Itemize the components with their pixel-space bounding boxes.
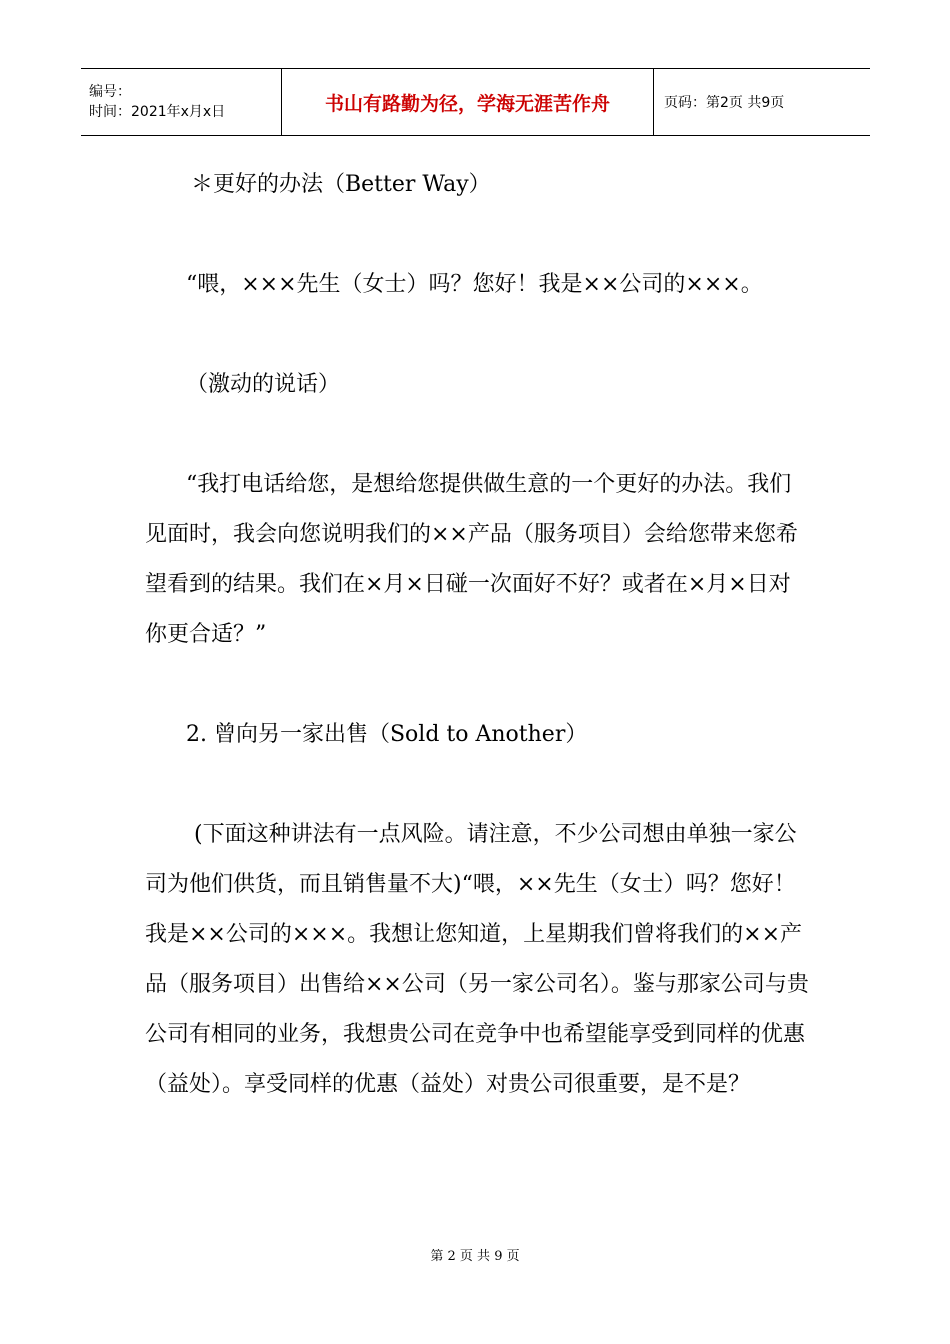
time-label: 时间：2021年x月x日 bbox=[89, 104, 226, 120]
document-body bbox=[145, 160, 810, 1160]
paragraph-sold-to-another-script: (下面这种讲法有一点风险。请注意，不少公司想由单独一家公司为他们供货，而且销售量不大)“喂，××先生（女士）吗？您好！我是××公司的×××。我想让您知道，上星期我们曾将我们的××产品（服务项目）出售给××公司（另一家公司名）。鉴与那家公司与贵公司有相同的业务，我想贵公司在竞争中也希望能享受到同样的优惠（益处）。享受同样的优惠（益处）对贵公司很重要，是不是？ bbox=[145, 822, 809, 1097]
page-info: 页码：第2页 共9页 bbox=[664, 95, 785, 111]
header-motto-cell bbox=[282, 69, 654, 135]
paragraph-stage-direction: （激动的说话） bbox=[186, 372, 341, 397]
section-heading-better-way: ＊更好的办法（Better Way） bbox=[191, 172, 491, 197]
header-page-cell bbox=[654, 69, 870, 135]
motto-text: 书山有路勤为径，学海无涯苦作舟 bbox=[324, 92, 610, 115]
paragraph-greeting: “喂，×××先生（女士）吗？您好！我是××公司的×××。 bbox=[186, 272, 763, 297]
document-header bbox=[81, 68, 870, 136]
header-meta-cell bbox=[81, 69, 282, 135]
section-heading-sold-to-another: 2. 曾向另一家出售（Sold to Another） bbox=[186, 722, 588, 747]
paragraph-better-way-script: “我打电话给您，是想给您提供做生意的一个更好的办法。我们见面时，我会向您说明我们的××产品（服务项目）会给您带来您希望看到的结果。我们在×月×日碰一次面好不好？或者在×月×日对你更合适？” bbox=[145, 472, 798, 647]
page-footer: 第 2 页 共 9 页 bbox=[430, 1249, 520, 1264]
code-label: 编号： bbox=[89, 84, 131, 100]
